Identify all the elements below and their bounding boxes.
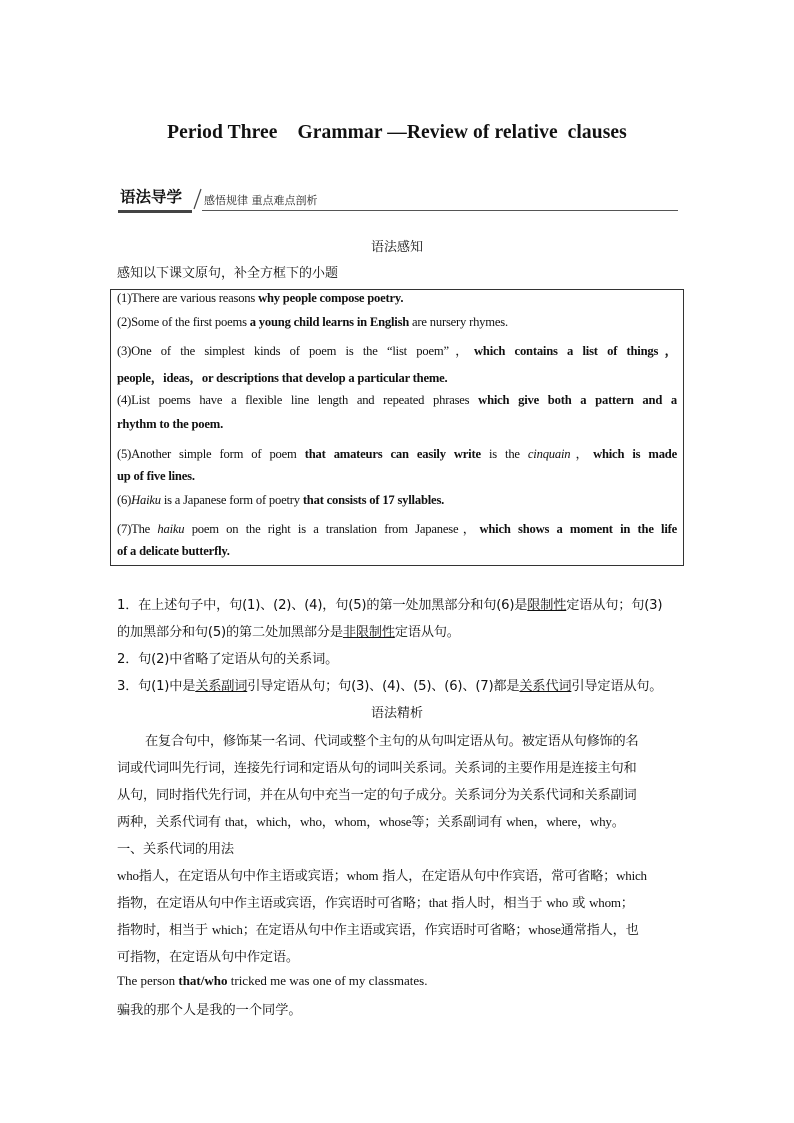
subheading-relative-pronouns: 一、关系代词的用法 xyxy=(117,842,234,857)
grammar-guide-header xyxy=(118,184,678,212)
example-chinese: 骗我的那个人是我的一个同学。 xyxy=(117,1003,302,1018)
guide-tag: 语法导学 xyxy=(120,188,183,206)
section-heading-perception: 语法感知 xyxy=(370,240,423,255)
usage-line-3: 指物时，相当于 which；在定语从句中作主语或宾语，作宾语时可省略；whose通常指人，也 xyxy=(117,922,639,938)
answer-relative-pronoun: 关系代词 xyxy=(519,679,572,694)
instruction-text: 感知以下课文原句，补全方框下的小题 xyxy=(117,266,339,281)
sentence-3-line-1: (3)One of the simplest kinds of poem is the “list poem”，which contains a list of things， xyxy=(117,344,677,358)
guide-tag-bar xyxy=(118,184,192,213)
usage-line-4: 可指物，在定语从句中作定语。 xyxy=(117,950,299,965)
question-2: 2．句(2)中省略了定语从句的关系词。 xyxy=(117,652,339,667)
sentence-7-line-1: (7)The haiku poem on the right is a translation from Japanese，which shows a moment in the life xyxy=(117,522,678,536)
usage-line-1: who指人，在定语从句中作主语或宾语；whom 指人，在定语从句中作宾语，常可省略；which xyxy=(117,868,647,884)
question-3: 3．句(1)中是关系副词引导定语从句；句(3)、(4)、(5)、(6)、(7)都是关系代词引导定语从句。 xyxy=(117,679,663,694)
analysis-para-line-1: 在复合句中，修饰某一名词、代词或整个主句的从句叫定语从句。被定语从句修饰的名 xyxy=(145,734,639,749)
sentence-3-line-2: people，ideas，or descriptions that develop a particular theme. xyxy=(117,371,448,385)
analysis-para-line-3: 从句，同时指代先行词，并在从句中充当一定的句子成分。关系词分为关系代词和关系副词 xyxy=(117,788,637,803)
sentence-1: (1)There are various reasons why people compose poetry. xyxy=(117,291,404,305)
slash-divider-icon xyxy=(192,188,202,210)
sentence-7-line-2: of a delicate butterfly. xyxy=(117,544,230,558)
example-english: The person that/who tricked me was one of my classmates. xyxy=(117,973,428,988)
sentence-6: (6)Haiku is a Japanese form of poetry that consists of 17 syllables. xyxy=(117,493,445,507)
analysis-para-line-2: 词或代词叫先行词，连接先行词和定语从句的词叫关系词。关系词的主要作用是连接主句和 xyxy=(117,761,637,776)
question-1-line-1: 1．在上述句子中，句(1)、(2)、(4)，句(5)的第一处加黑部分和句(6)是限制性定语从句；句(3) xyxy=(117,598,663,613)
sentence-4-line-2: rhythm to the poem. xyxy=(117,417,224,431)
example-sentences-box xyxy=(110,289,684,566)
sentence-5-line-1: (5)Another simple form of poem that amateurs can easily write is the cinquain，which is made xyxy=(117,447,678,461)
answer-nonrestrictive: 非限制性 xyxy=(342,625,395,640)
guide-subtitle: 感悟规律 重点难点剖析 xyxy=(204,194,318,207)
answer-relative-adverb: 关系副词 xyxy=(195,679,248,694)
question-1-line-2: 的加黑部分和句(5)的第二处加黑部分是非限制性定语从句。 xyxy=(117,625,460,640)
sentence-4-line-1: (4)List poems have a flexible line length and repeated phrases which give both a pattern and a xyxy=(117,393,678,407)
section-heading-analysis: 语法精析 xyxy=(370,706,423,721)
answer-restrictive: 限制性 xyxy=(527,598,567,613)
analysis-para-line-4: 两种，关系代词有 that，which，who，whom，whose等；关系副词有 when，where，why。 xyxy=(117,814,625,830)
sentence-2: (2)Some of the first poems a young child learns in English are nursery rhymes. xyxy=(117,315,508,329)
page-title: Period Three Grammar —Review of relative clauses xyxy=(167,122,627,143)
usage-line-2: 指物，在定语从句中作主语或宾语，作宾语时可省略；that 指人时，相当于 who 或 whom； xyxy=(117,895,634,911)
header-rule xyxy=(202,210,678,211)
sentence-5-line-2: up of five lines. xyxy=(117,469,195,483)
